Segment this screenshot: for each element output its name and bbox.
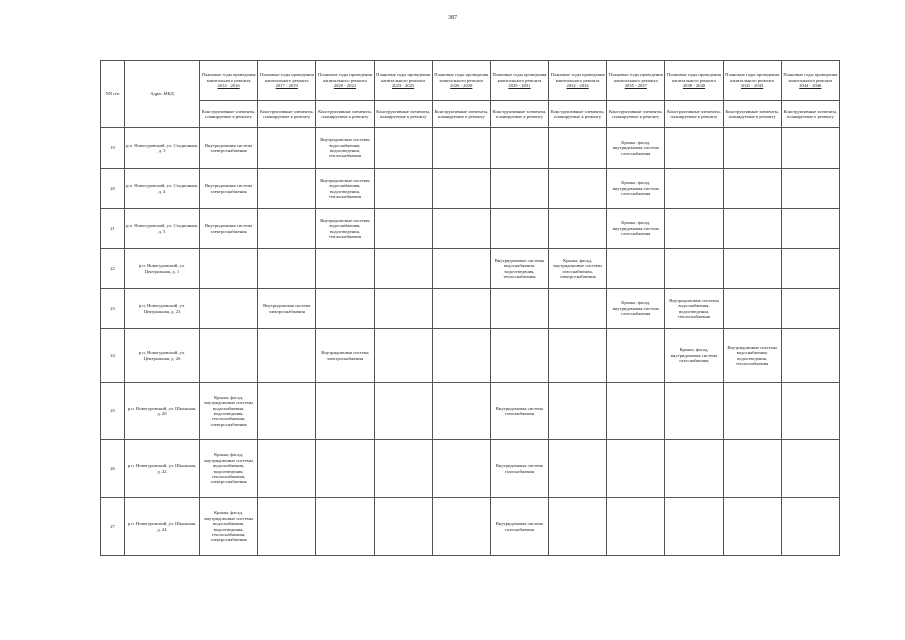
header-element-label: Конструктивные элементы, планируемые к ремонту xyxy=(723,101,781,128)
header-period-years: 2038 - 2040 xyxy=(682,83,706,89)
header-period-label: Плановые годы проведения капитального ремонта xyxy=(608,72,663,83)
repair-cell: Внутридомовая система газоснабжения xyxy=(490,498,548,556)
header-period-label: Плановые годы проведения капитального ремонта xyxy=(492,72,547,83)
repair-cell: Внутридомовая система газоснабжения xyxy=(490,383,548,440)
row-address: р.п. Новогуровский, ул. Стадионная, д. 5 xyxy=(125,209,200,249)
repair-cell xyxy=(665,169,723,209)
repair-cell xyxy=(200,289,258,329)
header-element-label: Конструктивные элементы, планируемые к ремонту xyxy=(607,101,665,128)
header-period-10 xyxy=(781,61,839,101)
row-address: р.п. Новогуровский, ул. Центральная, д. 1 xyxy=(125,249,200,289)
row-address: р.п. Новогуровский, ул. Центральная, д. 26 xyxy=(125,329,200,383)
row-number: 19 xyxy=(101,128,125,169)
table-row xyxy=(101,128,840,169)
repair-cell xyxy=(723,209,781,249)
header-element-label: Конструктивные элементы, планируемые к ремонту xyxy=(374,101,432,128)
repair-cell xyxy=(432,289,490,329)
repair-cell xyxy=(781,383,839,440)
repair-cell xyxy=(723,289,781,329)
repair-cell xyxy=(665,209,723,249)
repair-cell xyxy=(607,498,665,556)
header-period-years: 2029 - 2031 xyxy=(508,83,531,89)
row-address: р.п. Новогуровский, ул. Школьная, д. 20 xyxy=(125,383,200,440)
repair-cell xyxy=(490,128,548,169)
repair-cell xyxy=(549,209,607,249)
repair-cell xyxy=(432,169,490,209)
row-number: 26 xyxy=(101,440,125,498)
header-period-5 xyxy=(490,61,548,101)
header-period-label: Плановые годы проведения капитального ремонта xyxy=(201,72,256,83)
table-row xyxy=(101,440,840,498)
row-number: 24 xyxy=(101,329,125,383)
repair-cell xyxy=(781,289,839,329)
repair-cell: Внутридомовая система газоснабжения xyxy=(490,440,548,498)
repair-cell xyxy=(432,329,490,383)
repair-cell xyxy=(781,128,839,169)
repair-cell xyxy=(374,440,432,498)
repair-cell xyxy=(723,440,781,498)
repair-cell xyxy=(549,169,607,209)
row-address: р.п. Новогуровский, ул. Школьная, д. 22 xyxy=(125,440,200,498)
header-period-1 xyxy=(258,61,316,101)
header-period-7 xyxy=(607,61,665,101)
header-element-label: Конструктивные элементы, планируемые к ремонту xyxy=(258,101,316,128)
repair-cell xyxy=(490,329,548,383)
header-element-label: Конструктивные элементы, планируемые к ремонту xyxy=(316,101,374,128)
header-element-label: Конструктивные элементы, планируемые к ремонту xyxy=(549,101,607,128)
row-address: р.п. Новогуровский, ул. Стадионная, д. 3 xyxy=(125,128,200,169)
row-number: 27 xyxy=(101,498,125,556)
repair-cell xyxy=(258,249,316,289)
repair-cell: Внутридомовые системы водоснабжения, водоотведения, теплоснабжения xyxy=(316,169,374,209)
header-period-years: 2032 - 2034 xyxy=(566,83,589,89)
repair-cell xyxy=(665,383,723,440)
repair-cell xyxy=(607,329,665,383)
header-period-6 xyxy=(549,61,607,101)
repair-cell: Внутридомовая система электроснабжения xyxy=(200,209,258,249)
repair-cell xyxy=(781,249,839,289)
header-period-label: Плановые годы проведения капитального ремонта xyxy=(783,72,838,83)
repair-cell xyxy=(258,440,316,498)
repair-cell xyxy=(432,249,490,289)
table-row xyxy=(101,383,840,440)
repair-cell xyxy=(258,209,316,249)
repair-cell xyxy=(607,440,665,498)
header-period-4 xyxy=(432,61,490,101)
repair-cell xyxy=(432,498,490,556)
repair-cell: Крыша, фасад, внутридомовая система газоснабжения xyxy=(607,289,665,329)
repair-cell xyxy=(258,498,316,556)
repair-cell: Внутридомовые системы водоснабжения, водоотведения, теплоснабжения xyxy=(316,209,374,249)
header-num: NN п/п xyxy=(101,61,125,128)
repair-cell xyxy=(258,169,316,209)
row-number: 20 xyxy=(101,169,125,209)
repair-cell xyxy=(549,128,607,169)
table-body xyxy=(101,128,840,556)
row-number: 21 xyxy=(101,209,125,249)
header-period-label: Плановые годы проведения капитального ремонта xyxy=(259,72,314,83)
repair-cell: Внутридомовые системы водоснабжения, водоотведения, теплоснабжения xyxy=(490,249,548,289)
header-period-years: 2023 - 2025 xyxy=(392,83,415,89)
header-period-2 xyxy=(316,61,374,101)
row-address: р.п. Новогуровский, ул. Центральная, д. 23 xyxy=(125,289,200,329)
repair-cell: Крыша, фасад, внутридомовая система газоснабжения xyxy=(607,169,665,209)
header-period-0 xyxy=(200,61,258,101)
header-period-3 xyxy=(374,61,432,101)
repair-cell xyxy=(316,289,374,329)
header-period-years: 2035 - 2037 xyxy=(624,83,647,89)
repair-cell: Внутридомовая система электроснабжения xyxy=(200,128,258,169)
repair-cell: Внутридомовая система электроснабжения xyxy=(316,329,374,383)
header-period-8 xyxy=(665,61,723,101)
repair-cell xyxy=(723,249,781,289)
repair-cell xyxy=(781,498,839,556)
table-row xyxy=(101,289,840,329)
header-period-years: 2020 - 2022 xyxy=(333,83,357,89)
repair-cell xyxy=(316,249,374,289)
repair-cell xyxy=(374,169,432,209)
repair-cell xyxy=(316,383,374,440)
repair-cell xyxy=(607,383,665,440)
repair-cell: Крыша, фасад, внутридомовые системы газоснабжения, электроснабжения xyxy=(549,249,607,289)
repair-cell: Крыша, фасад, внутридомовая система газоснабжения xyxy=(607,128,665,169)
repair-cell xyxy=(432,128,490,169)
table-row xyxy=(101,249,840,289)
repair-cell xyxy=(374,209,432,249)
table-row xyxy=(101,329,840,383)
repair-cell xyxy=(723,498,781,556)
repair-cell xyxy=(781,329,839,383)
repair-cell xyxy=(781,440,839,498)
row-number: 22 xyxy=(101,249,125,289)
repair-cell xyxy=(432,383,490,440)
header-row-periods xyxy=(101,61,840,101)
repair-cell xyxy=(374,249,432,289)
repair-cell: Крыша, фасад, внутридомовая система газоснабжения xyxy=(607,209,665,249)
header-element-label: Конструктивные элементы, планируемые к ремонту xyxy=(200,101,258,128)
repair-cell xyxy=(607,249,665,289)
capital-repair-plan-table xyxy=(100,60,840,556)
repair-cell xyxy=(258,329,316,383)
repair-cell xyxy=(665,128,723,169)
row-number: 25 xyxy=(101,383,125,440)
repair-cell xyxy=(374,329,432,383)
header-period-years: 2014 - 2016 xyxy=(217,83,240,89)
repair-cell xyxy=(490,209,548,249)
header-period-9 xyxy=(723,61,781,101)
page-number: 387 xyxy=(448,15,457,21)
repair-cell xyxy=(781,209,839,249)
header-element-label: Конструктивные элементы, планируемые к ремонту xyxy=(665,101,723,128)
header-period-label: Плановые годы проведения капитального ремонта xyxy=(317,72,372,83)
header-period-label: Плановые годы проведения капитального ремонта xyxy=(666,72,721,83)
header-element-label: Конструктивные элементы, планируемые к ремонту xyxy=(490,101,548,128)
header-period-label: Плановые годы проведения капитального ремонта xyxy=(434,72,489,83)
repair-cell xyxy=(665,249,723,289)
repair-cell xyxy=(258,383,316,440)
row-address: р.п. Новогуровский, ул. Школьная, д. 24 xyxy=(125,498,200,556)
header-period-years: 2026 - 2028 xyxy=(450,83,473,89)
repair-cell xyxy=(549,329,607,383)
repair-cell: Внутридомовые системы водоснабжения, водоотведения, теплоснабжения xyxy=(723,329,781,383)
repair-cell xyxy=(316,440,374,498)
repair-cell: Крыша, фасад, внутридомовые системы водоснабжения, водоотведения, теплоснабжения, электроснабжения xyxy=(200,440,258,498)
header-period-label: Плановые годы проведения капитального ремонта xyxy=(725,72,780,83)
repair-cell: Внутридомовая система электроснабжения xyxy=(258,289,316,329)
repair-cell xyxy=(374,383,432,440)
repair-cell xyxy=(374,128,432,169)
row-number: 23 xyxy=(101,289,125,329)
header-period-years: 2017 - 2019 xyxy=(275,83,298,89)
header-period-years: 2044 - 2046 xyxy=(799,83,822,89)
header-row-elements xyxy=(101,101,840,128)
table-row xyxy=(101,498,840,556)
repair-cell xyxy=(200,329,258,383)
repair-cell xyxy=(549,289,607,329)
header-element-label: Конструктивные элементы, планируемые к ремонту xyxy=(432,101,490,128)
repair-cell: Внутридомовая система электроснабжения xyxy=(200,169,258,209)
repair-cell xyxy=(549,383,607,440)
repair-cell xyxy=(432,209,490,249)
repair-cell: Крыша, фасад, внутридомовая система газоснабжения xyxy=(665,329,723,383)
header-element-label: Конструктивные элементы, планируемые к ремонту xyxy=(781,101,839,128)
repair-cell xyxy=(781,169,839,209)
repair-cell: Внутридомовые системы водоснабжения, водоотведения, теплоснабжения xyxy=(665,289,723,329)
repair-cell xyxy=(665,498,723,556)
repair-cell xyxy=(490,289,548,329)
repair-cell xyxy=(374,498,432,556)
table-row xyxy=(101,209,840,249)
repair-cell xyxy=(723,383,781,440)
repair-cell xyxy=(723,169,781,209)
header-address: Адрес МКД xyxy=(125,61,200,128)
repair-cell: Внутридомовые системы водоснабжения, водоотведения, теплоснабжения xyxy=(316,128,374,169)
row-address: р.п. Новогуровский, ул. Стадионная, д. 4 xyxy=(125,169,200,209)
repair-cell xyxy=(432,440,490,498)
repair-cell xyxy=(549,498,607,556)
repair-cell xyxy=(374,289,432,329)
repair-cell: Крыша, фасад, внутридомовые системы водоснабжения, водоотведения, теплоснабжения, электроснабжения xyxy=(200,498,258,556)
repair-cell xyxy=(316,498,374,556)
header-period-label: Плановые годы проведения капитального ремонта xyxy=(376,72,431,83)
repair-cell xyxy=(723,128,781,169)
header-period-label: Плановые годы проведения капитального ремонта xyxy=(550,72,605,83)
repair-cell xyxy=(200,249,258,289)
repair-cell xyxy=(258,128,316,169)
repair-cell xyxy=(490,169,548,209)
repair-cell xyxy=(665,440,723,498)
table-row xyxy=(101,169,840,209)
header-period-years: 2041 - 2043 xyxy=(741,83,764,89)
repair-cell: Крыша, фасад, внутридомовые системы водоснабжения, водоотведения, теплоснабжения, электроснабжения xyxy=(200,383,258,440)
repair-cell xyxy=(549,440,607,498)
